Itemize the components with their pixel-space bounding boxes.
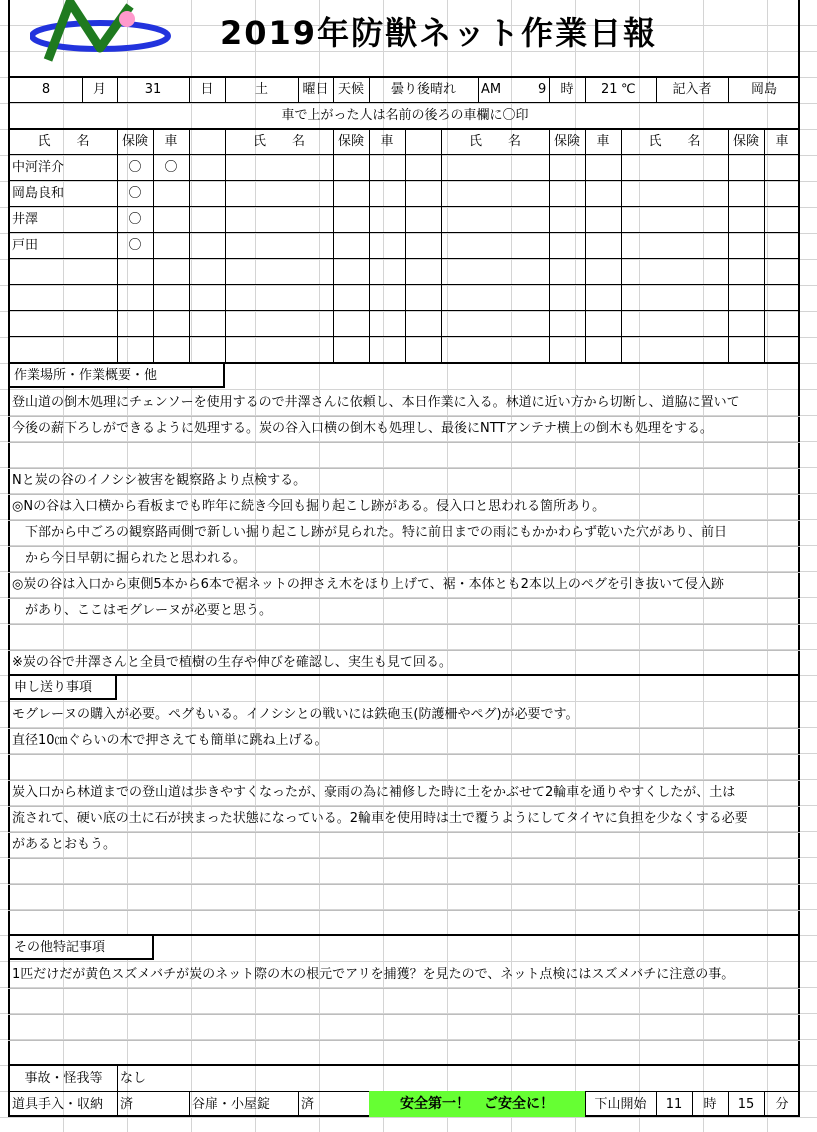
work-section-label: 作業場所・作業概要・他 [8, 362, 225, 388]
other-line: 1匹だけだが黄色スズメバチが炭のネット際の木の根元でアリを捕獲？を見たので、ネット点検にはスズメバチに注意の事。 [12, 967, 735, 982]
work-line: Nと炭の谷のイノシシ被害を観察路より点検する。 [12, 473, 307, 488]
recorder-label: 記入者 [672, 82, 712, 97]
temp-value: 21 [601, 82, 618, 97]
roster-header-insurance: 保険 [121, 134, 148, 149]
hour-unit: 時 [560, 82, 574, 97]
roster-header-car: 車 [775, 134, 789, 149]
handover-line: 直径10㎝ぐらいの木で押さえても簡単に跳ね上げる。 [12, 733, 328, 748]
handover-line: 炭入口から林道までの登山道は歩きやすくなったが、豪雨の為に補修した時に土をかぶせて2輪車を通りやすくしたが、土は [12, 785, 736, 800]
safety-banner: 安全第一！ ご安全に！ [369, 1091, 585, 1117]
roster-person-insurance: 〇 [128, 212, 142, 227]
hour-value: 9 [538, 82, 547, 97]
work-line: ◎炭の谷は入口から東側5本から6本で裾ネットの押さえ木をほり上げて、裾・本体とも2本以上のペグを引き抜いて侵入跡 [12, 577, 724, 592]
roster-person-name: 岡島良和 [12, 186, 65, 201]
roster-header-name: 氏 名 [648, 134, 701, 149]
month-value: 8 [41, 82, 51, 97]
weekday-unit: 曜日 [302, 82, 329, 97]
roster-person-name: 戸田 [12, 238, 39, 253]
roster-person-insurance: 〇 [128, 186, 142, 201]
gate-label: 谷扉・小屋錠 [192, 1097, 271, 1112]
roster-header-insurance: 保険 [337, 134, 364, 149]
descent-minute-unit: 分 [775, 1097, 789, 1112]
work-line: から今日早朝に掘られたと思われる。 [12, 551, 247, 566]
handover-line: があるとおもう。 [12, 837, 117, 852]
work-line: ※炭の谷で井澤さんと全員で植樹の生存や伸びを確認し、実生も見て回る。 [12, 655, 452, 670]
work-line: 今後の薪下ろしができるように処理する。炭の谷入口横の倒木も処理し、最後にNTTアンテナ横上の倒木も処理をする。 [12, 421, 713, 436]
roster-person-insurance: 〇 [128, 238, 142, 253]
handover-section-label: 申し送り事項 [8, 674, 117, 700]
weather-value: 曇り後晴れ [390, 82, 456, 97]
weekday-value: 土 [254, 82, 268, 97]
roster-header-name: 氏 名 [252, 134, 305, 149]
logo-icon [30, 0, 180, 62]
page-title: 2019年防獣ネット作業日報 [220, 14, 658, 52]
descent-minute: 15 [737, 1097, 755, 1112]
work-line: があり、ここはモグレーヌが必要と思う。 [12, 603, 273, 618]
handover-line: 流されて、硬い底の土に石が挟まった状態になっている。2輪車を使用時は土で覆うようにしてタイヤに負担を少なくする必要 [12, 811, 748, 826]
descent-hour: 11 [665, 1097, 683, 1112]
recorder-value: 岡島 [750, 82, 777, 97]
work-line: 下部から中ごろの観察路両側で新しい掘り起こし跡が見られた。特に前日までの雨にもかかわらず乾いた穴があり、前日 [12, 525, 728, 540]
roster-header-name: 氏 名 [37, 134, 90, 149]
roster-person-name: 中河洋介 [12, 160, 65, 175]
roster-header-car: 車 [380, 134, 394, 149]
descent-label: 下山開始 [594, 1097, 647, 1112]
accident-label: 事故・怪我等 [24, 1071, 103, 1086]
handover-line: モグレーヌの購入が必要。ペグもいる。イノシシとの戦いには鉄砲玉(防護柵やペグ)が必要です。 [12, 707, 579, 722]
weather-label: 天候 [337, 82, 364, 97]
accident-value: なし [120, 1071, 147, 1086]
roster-header-insurance: 保険 [732, 134, 759, 149]
roster-header-name: 氏 名 [468, 134, 521, 149]
month-unit: 月 [92, 82, 106, 97]
roster-header-car: 車 [164, 134, 178, 149]
ampm-value: AM [481, 82, 502, 97]
car-note: 車で上がった人は名前の後ろの車欄に〇印 [281, 108, 529, 123]
tools-label: 道具手入・収納 [12, 1097, 104, 1112]
work-line: ◎Nの谷は入口横から看板までも昨年に続き今回も掘り起こし跡がある。侵入口と思われる箇所あり。 [12, 499, 606, 514]
descent-hour-unit: 時 [703, 1097, 717, 1112]
roster-person-name: 井澤 [12, 212, 39, 227]
other-section-label: その他特記事項 [8, 934, 154, 960]
work-line: 登山道の倒木処理にチェンソーを使用するので井澤さんに依頼し、本日作業に入る。林道に近い方から切断し、道脇に置いて [12, 395, 740, 410]
roster-person-insurance: 〇 [128, 160, 142, 175]
gate-value: 済 [301, 1097, 315, 1112]
temp-unit: ℃ [621, 82, 636, 97]
roster-person-car: 〇 [164, 160, 178, 175]
day-unit: 日 [200, 82, 214, 97]
day-value: 31 [144, 82, 162, 97]
roster-header-insurance: 保険 [553, 134, 580, 149]
tools-value: 済 [120, 1097, 134, 1112]
roster-header-car: 車 [596, 134, 610, 149]
